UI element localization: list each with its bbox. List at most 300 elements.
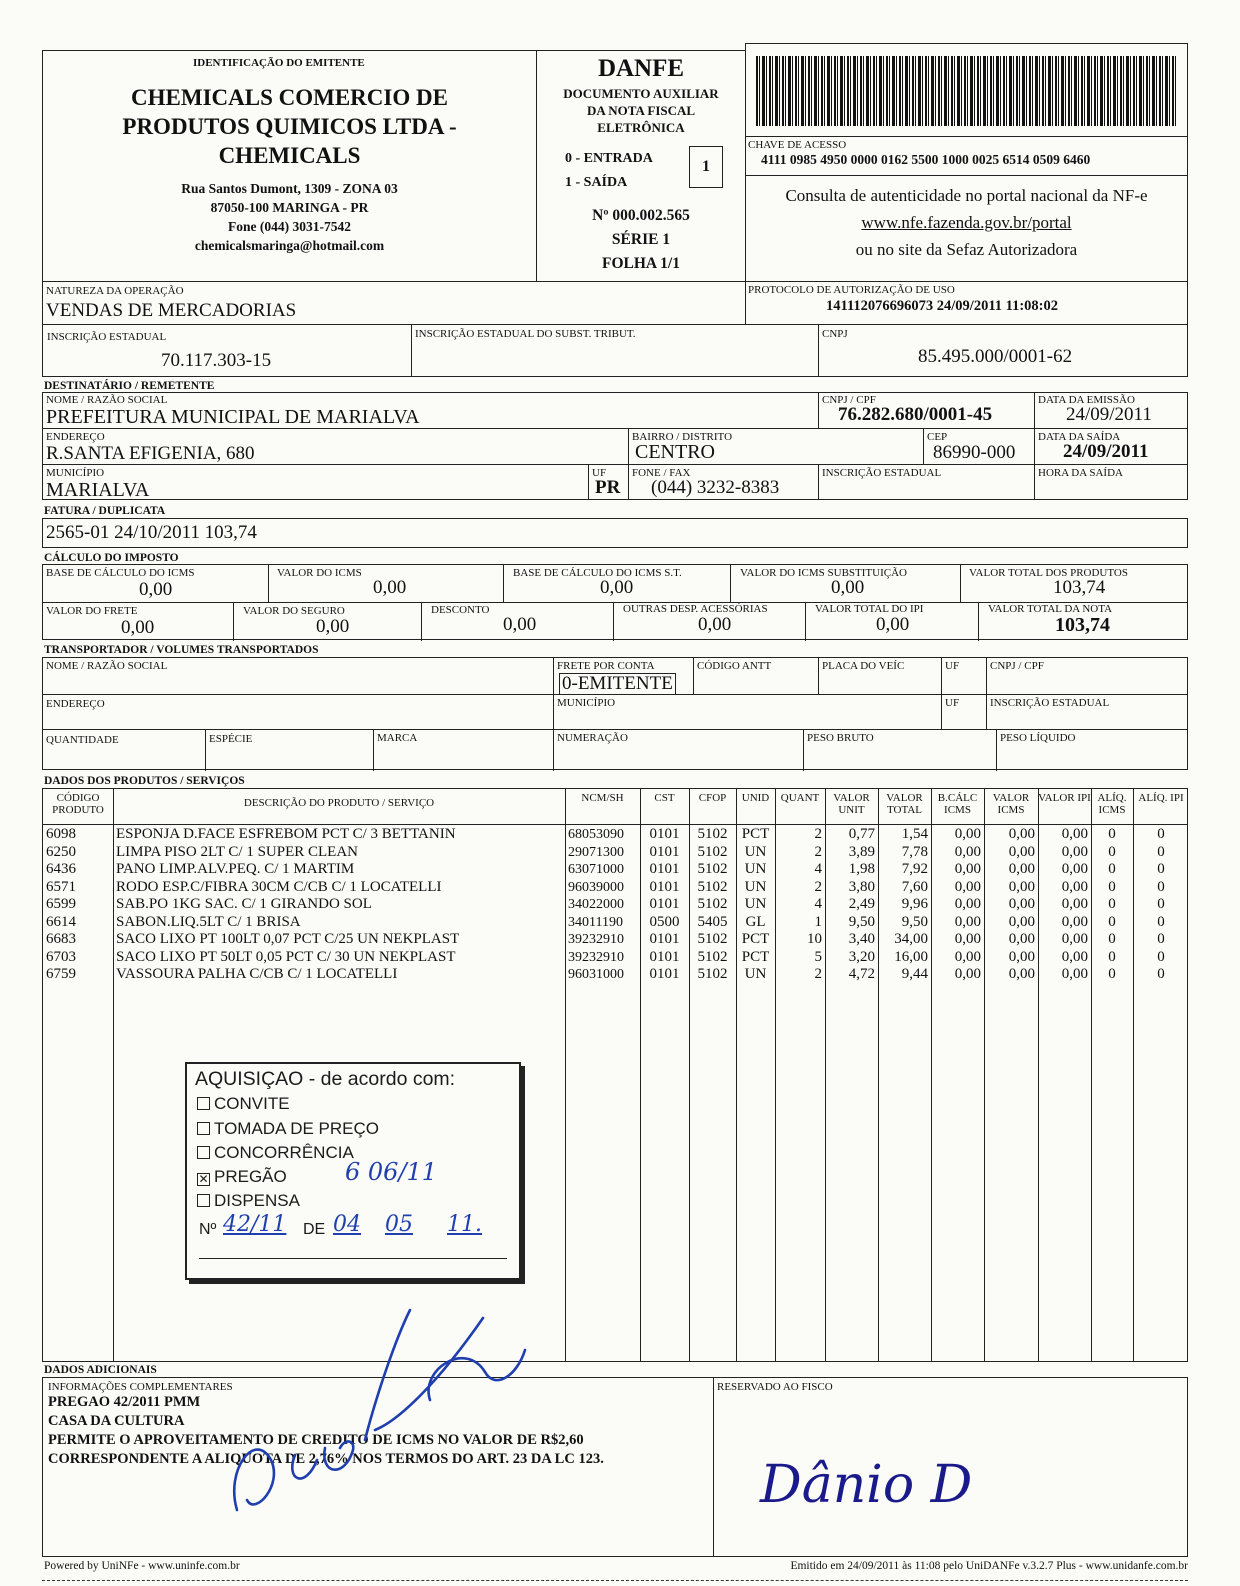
transport-nome-label: NOME / RAZÃO SOCIAL (46, 660, 168, 672)
recipient-bairro-label: BAIRRO / DISTRITO (632, 431, 733, 443)
recipient-bairro-value: CENTRO (635, 441, 715, 463)
base-st-label: BASE DE CÁLCULO DO ICMS S.T. (513, 567, 682, 579)
cell-descricao: ESPONJA D.FACE ESFREBOM PCT C/ 3 BETTANIN (116, 826, 456, 842)
natureza-box (42, 281, 746, 325)
cell-bcalc-icms: 0,00 (954, 843, 981, 860)
cell-bcalc-icms: 0,00 (954, 896, 981, 912)
header-valor-unit: VALOR UNIT (833, 792, 870, 816)
chave-value: 4111 0985 4950 0000 0162 5500 1000 0025 6514 0509 6460 (761, 152, 1091, 167)
emitter-name-line-1: CHEMICALS COMERCIO DE (131, 85, 448, 110)
stamp-numero: 42/11 (223, 1212, 287, 1237)
header-valor-total: VALOR TOTAL (886, 792, 923, 816)
cell-valor-unit: 2,49 (848, 896, 875, 912)
consulta-line-3: ou no site da Sefaz Autorizadora (855, 240, 1078, 259)
taxes-box (42, 564, 1188, 640)
cell-descricao: SABON.LIQ.5LT C/ 1 BRISA (116, 913, 301, 930)
cell-aliq-ipi: 0 (1157, 878, 1165, 895)
products-section-label: DADOS DOS PRODUTOS / SERVIÇOS (44, 775, 245, 787)
access-box (745, 43, 1188, 282)
cell-quant: 2 (814, 878, 822, 895)
cell-quant: 4 (814, 896, 822, 912)
cell-cst: 0101 (649, 966, 680, 982)
cell-ncm: 63071000 (568, 862, 624, 877)
cell-valor-icms: 0,00 (1008, 913, 1035, 930)
emitter-address: Rua Santos Dumont, 1309 - ZONA 03 (181, 181, 398, 196)
cell-valor-unit: 0,77 (848, 826, 875, 842)
cell-aliq-icms: 0 (1108, 861, 1116, 877)
cell-unid: UN (744, 843, 767, 860)
recipient-uf-label: UF (592, 467, 607, 479)
recipient-nome-label: NOME / RAZÃO SOCIAL (46, 394, 168, 406)
cell-unid: GL (745, 913, 766, 930)
table-row (43, 826, 1187, 844)
checkbox-icon (197, 1122, 210, 1135)
valor-icms-value: 0,00 (373, 577, 407, 598)
transport-antt-label: CÓDIGO ANTT (697, 660, 772, 672)
danfe-subtitle-line-2: DA NOTA FISCAL (586, 103, 696, 118)
recipient-emissao-label: DATA DA EMISSÃO (1038, 394, 1135, 406)
nfe-portal-link[interactable]: www.nfe.fazenda.gov.br/portal (861, 213, 1072, 232)
danfe-numero: Nº 000.002.565 (592, 207, 690, 224)
recipient-nome-value: PREFEITURA MUNICIPAL DE MARIALVA (46, 406, 420, 428)
cell-aliq-icms: 0 (1108, 843, 1116, 860)
ie-row (42, 324, 1188, 377)
stamp-option-label: DISPENSA (214, 1191, 300, 1210)
cell-valor-icms: 0,00 (1008, 931, 1035, 947)
cell-valor-unit: 3,80 (848, 878, 875, 895)
danfe-serie: SÉRIE 1 (611, 231, 671, 248)
cell-unid: UN (744, 896, 767, 912)
total-nota-value: 103,74 (1055, 614, 1110, 636)
stamp-option-label: PREGÃO (214, 1167, 287, 1186)
barcode (756, 56, 1176, 126)
cell-valor-total: 7,60 (901, 878, 928, 895)
cell-valor-unit: 9,50 (848, 913, 875, 930)
valor-st-label: VALOR DO ICMS SUBSTITUIÇÃO (740, 567, 907, 579)
cell-valor-icms: 0,00 (1008, 878, 1035, 895)
emitter-name-line-3: CHEMICALS (218, 143, 361, 168)
footer-left: Powered by UniNFe - www.uninfe.com.br (44, 1560, 240, 1572)
cell-aliq-ipi: 0 (1157, 861, 1165, 877)
cell-valor-ipi: 0,00 (1061, 843, 1088, 860)
checkbox-icon (197, 1097, 210, 1110)
transport-endereco-label: ENDEREÇO (46, 698, 105, 710)
table-row (43, 896, 1187, 914)
base-icms-value: 0,00 (139, 579, 173, 600)
cell-unid: PCT (741, 931, 770, 947)
header-cfop: CFOP (698, 792, 727, 804)
cell-quant: 5 (814, 948, 822, 965)
cell-valor-unit: 3,89 (848, 843, 875, 860)
cell-valor-total: 9,96 (901, 896, 928, 912)
cell-bcalc-icms: 0,00 (954, 913, 981, 930)
cell-descricao: PANO LIMP.ALV.PEQ. C/ 1 MARTIM (116, 861, 355, 877)
cell-valor-total: 16,00 (894, 948, 928, 965)
cell-ncm: 96039000 (568, 879, 624, 895)
cell-descricao: RODO ESP.C/FIBRA 30CM C/CB C/ 1 LOCATELLI (116, 878, 442, 895)
cell-cst: 0101 (649, 878, 680, 895)
total-produtos-label: VALOR TOTAL DOS PRODUTOS (969, 567, 1128, 579)
emitter-section-label: IDENTIFICAÇÃO DO EMITENTE (193, 57, 365, 69)
valor-icms-label: VALOR DO ICMS (277, 567, 362, 579)
cell-descricao: SAB.PO 1KG SAC. C/ 1 GIRANDO SOL (116, 896, 372, 912)
header-aliq-icms: ALÍQ. ICMS (1097, 792, 1127, 816)
consulta-line-1: Consulta de autenticidade no portal nacional da NF-e (785, 186, 1148, 205)
stamp-date-month: 05 (385, 1212, 413, 1237)
cell-valor-total: 1,54 (901, 826, 928, 842)
cell-codigo: 6599 (46, 896, 76, 912)
frete-label: VALOR DO FRETE (46, 605, 138, 617)
transport-liquido-label: PESO LÍQUIDO (1000, 732, 1076, 744)
danfe-title: DANFE (597, 55, 685, 82)
transport-municipio-label: MUNICÍPIO (557, 697, 616, 709)
cell-codigo: 6098 (46, 826, 76, 842)
header-valor-ipi: VALOR IPI (1038, 792, 1091, 804)
danfe-folha: FOLHA 1/1 (602, 255, 680, 272)
recipient-hora-label: HORA DA SAÍDA (1038, 467, 1123, 479)
total-nota-label: VALOR TOTAL DA NOTA (988, 603, 1113, 615)
stamp-option-pregao (197, 1167, 287, 1187)
emitter-contact (43, 179, 536, 255)
transport-numeracao-label: NUMERAÇÃO (557, 732, 628, 744)
transport-quantidade-label: QUANTIDADE (46, 734, 119, 746)
additional-box (42, 1377, 1188, 1557)
natureza-value: VENDAS DE MERCADORIAS (46, 300, 297, 321)
cell-cfop: 5102 (697, 861, 728, 877)
consulta-text (746, 182, 1187, 263)
cell-cst: 0500 (649, 913, 680, 930)
recipient-ie-label: INSCRIÇÃO ESTADUAL (822, 467, 942, 479)
cell-valor-total: 9,50 (901, 913, 928, 930)
cell-bcalc-icms: 0,00 (954, 878, 981, 895)
protocolo-value: 141112076696073 24/09/2011 11:08:02 (826, 298, 1059, 314)
cell-cfop: 5102 (697, 896, 728, 912)
danfe-entrada: 0 - ENTRADA (565, 151, 653, 166)
info-line-4: CORRESPONDENTE A ALIQUOTA DE 2,76% NOS TERMOS DO ART. 23 DA LC 123. (48, 1451, 604, 1467)
recipient-cnpj-value: 76.282.680/0001-45 (838, 404, 993, 425)
header-aliq-ipi: ALÍQ. IPI (1138, 792, 1184, 804)
cell-valor-ipi: 0,00 (1061, 931, 1088, 947)
desconto-value: 0,00 (503, 614, 537, 635)
recipient-fone-label: FONE / FAX (632, 467, 691, 479)
cell-quant: 1 (814, 913, 822, 930)
cell-unid: UN (744, 878, 767, 895)
cell-valor-total: 9,44 (901, 966, 928, 982)
cell-valor-icms: 0,00 (1008, 826, 1035, 842)
cell-codigo: 6614 (46, 913, 76, 930)
cell-valor-ipi: 0,00 (1061, 966, 1088, 982)
cell-valor-icms: 0,00 (1008, 861, 1035, 877)
cell-unid: PCT (741, 948, 770, 965)
frete-value: 0,00 (121, 617, 155, 638)
table-row (43, 914, 1187, 932)
fatura-value: 2565-01 24/10/2011 103,74 (46, 522, 257, 543)
header-codigo: CÓDIGO PRODUTO (52, 792, 104, 816)
transport-cnpj-label: CNPJ / CPF (990, 660, 1044, 672)
taxes-section-label: CÁLCULO DO IMPOSTO (44, 552, 179, 564)
cell-codigo: 6436 (46, 861, 76, 877)
stamp-numero-prefix: Nº (199, 1221, 217, 1238)
cell-valor-ipi: 0,00 (1061, 878, 1088, 895)
cell-aliq-ipi: 0 (1157, 948, 1165, 965)
protocolo-label: PROTOCOLO DE AUTORIZAÇÃO DE USO (748, 284, 955, 296)
cell-unid: PCT (741, 826, 770, 842)
recipient-endereco-label: ENDEREÇO (46, 431, 105, 443)
recipient-municipio-label: MUNICÍPIO (46, 467, 105, 479)
cell-cfop: 5102 (697, 826, 728, 842)
cell-aliq-ipi: 0 (1157, 896, 1165, 912)
total-produtos-value: 103,74 (1053, 577, 1106, 598)
stamp-option-label: CONVITE (214, 1094, 290, 1113)
stamp-pregao-number: 6 06/11 (345, 1158, 438, 1186)
cell-bcalc-icms: 0,00 (954, 948, 981, 965)
emitter-name-line-2: PRODUTOS QUIMICOS LTDA - (122, 114, 457, 139)
recipient-municipio-value: MARIALVA (46, 479, 150, 501)
stamp-option-tomada (197, 1119, 379, 1139)
ipi-label: VALOR TOTAL DO IPI (815, 603, 924, 615)
cnpj-label: CNPJ (822, 328, 848, 340)
cell-quant: 2 (814, 826, 822, 842)
stamp-option-label: CONCORRÊNCIA (214, 1143, 354, 1162)
cell-codigo: 6759 (46, 966, 76, 982)
cell-aliq-icms: 0 (1108, 913, 1116, 930)
danfe-tipo-box: 1 (689, 146, 723, 188)
info-line-1: PREGAO 42/2011 PMM (48, 1394, 201, 1410)
cell-aliq-icms: 0 (1108, 878, 1116, 895)
stamp-de-label: DE (303, 1221, 326, 1238)
cell-valor-icms: 0,00 (1008, 948, 1035, 965)
cell-cst: 0101 (649, 861, 680, 877)
header-cst: CST (654, 792, 675, 804)
cell-ncm: 29071300 (568, 844, 624, 860)
header-unid: UNID (741, 792, 770, 804)
recipient-cep-label: CEP (927, 431, 948, 443)
recipient-saida-value: 24/09/2011 (1063, 441, 1149, 462)
seguro-label: VALOR DO SEGURO (243, 605, 345, 617)
cell-valor-unit: 1,98 (848, 861, 875, 877)
valor-st-value: 0,00 (831, 577, 865, 598)
cell-valor-icms: 0,00 (1008, 896, 1035, 912)
info-line-3: PERMITE O APROVEITAMENTO DE CREDITO DE ICMS NO VALOR DE R$2,60 (48, 1432, 584, 1448)
cell-cfop: 5102 (697, 966, 728, 982)
cell-cst: 0101 (649, 843, 680, 860)
transport-frete-value: 0-EMITENTE (559, 673, 676, 695)
cell-codigo: 6250 (46, 843, 76, 860)
header-descricao: DESCRIÇÃO DO PRODUTO / SERVIÇO (243, 797, 435, 809)
cell-quant: 2 (814, 843, 822, 860)
cell-aliq-icms: 0 (1108, 826, 1116, 842)
cell-aliq-ipi: 0 (1157, 843, 1165, 860)
cell-valor-total: 34,00 (894, 931, 928, 947)
danfe-subtitle (537, 85, 745, 136)
emitter-city: 87050-100 MARINGA - PR (210, 200, 369, 215)
info-line-2: CASA DA CULTURA (48, 1413, 185, 1429)
fatura-box (42, 518, 1188, 548)
cut-line (42, 1580, 1188, 1581)
outras-label: OUTRAS DESP. ACESSÓRIAS (623, 603, 768, 615)
transport-ie-label: INSCRIÇÃO ESTADUAL (990, 697, 1110, 709)
cell-valor-unit: 4,72 (848, 966, 875, 982)
cell-descricao: SACO LIXO PT 100LT 0,07 PCT C/25 UN NEKPLAST (116, 931, 460, 947)
recipient-uf-value: PR (595, 477, 621, 498)
natureza-label: NATUREZA DA OPERAÇÃO (46, 285, 184, 297)
cell-aliq-ipi: 0 (1157, 966, 1165, 982)
desconto-label: DESCONTO (431, 604, 490, 616)
cell-bcalc-icms: 0,00 (954, 826, 981, 842)
table-row (43, 949, 1187, 967)
cell-unid: UN (744, 966, 767, 982)
recipient-cep-value: 86990-000 (933, 442, 1016, 463)
cell-codigo: 6683 (46, 931, 76, 947)
table-row (43, 931, 1187, 949)
cell-ncm: 34011190 (568, 914, 623, 930)
cell-cfop: 5102 (697, 843, 728, 860)
cell-valor-ipi: 0,00 (1061, 826, 1088, 842)
cell-aliq-ipi: 0 (1157, 913, 1165, 930)
fisco-label: RESERVADO AO FISCO (717, 1381, 833, 1393)
ipi-value: 0,00 (876, 614, 910, 635)
header-quant: QUANT (780, 792, 820, 804)
cell-valor-ipi: 0,00 (1061, 896, 1088, 912)
cell-codigo: 6571 (46, 878, 76, 895)
table-row (43, 861, 1187, 879)
cell-valor-unit: 3,40 (848, 931, 875, 947)
footer-right: Emitido em 24/09/2011 às 11:08 pelo UniDANFe v.3.2.7 Plus - www.unidanfe.com.br (790, 1560, 1188, 1572)
stamp-option-dispensa (197, 1191, 300, 1211)
cell-ncm: 68053090 (568, 827, 624, 842)
acquisition-stamp (185, 1062, 525, 1284)
cell-valor-unit: 3,20 (848, 948, 875, 965)
cell-cst: 0101 (649, 931, 680, 947)
cell-valor-ipi: 0,00 (1061, 948, 1088, 965)
base-icms-label: BASE DE CÁLCULO DO ICMS (46, 567, 195, 579)
cell-aliq-icms: 0 (1108, 931, 1116, 947)
header-valor-icms: VALOR ICMS (992, 792, 1030, 816)
cell-valor-icms: 0,00 (1008, 843, 1035, 860)
cell-aliq-ipi: 0 (1157, 931, 1165, 947)
cell-bcalc-icms: 0,00 (954, 931, 981, 947)
cell-cfop: 5102 (697, 931, 728, 947)
transport-placa-label: PLACA DO VEÍC (822, 660, 905, 672)
cell-bcalc-icms: 0,00 (954, 966, 981, 982)
emitter-phone: Fone (044) 3031-7542 (228, 219, 351, 234)
stamp-option-concorrencia (197, 1143, 354, 1163)
cell-descricao: VASSOURA PALHA C/CB C/ 1 LOCATELLI (116, 966, 398, 982)
transport-uf-label: UF (945, 660, 960, 672)
cell-ncm: 39232910 (568, 932, 624, 947)
emitter-box (42, 50, 537, 282)
header-ncm: NCM/SH (581, 792, 624, 804)
fatura-section-label: FATURA / DUPLICATA (44, 505, 166, 517)
recipient-saida-label: DATA DA SAÍDA (1038, 431, 1121, 443)
stamp-option-convite (197, 1094, 290, 1114)
cell-aliq-icms: 0 (1108, 896, 1116, 912)
cell-aliq-icms: 0 (1108, 966, 1116, 982)
stamp-date-day: 04 (333, 1212, 361, 1237)
cell-cfop: 5405 (697, 913, 728, 930)
cell-cfop: 5102 (697, 948, 728, 965)
table-row (43, 966, 1187, 984)
cell-valor-icms: 0,00 (1008, 966, 1035, 982)
ie-st-label: INSCRIÇÃO ESTADUAL DO SUBST. TRIBUT. (415, 328, 636, 340)
transport-section-label: TRANSPORTADOR / VOLUMES TRANSPORTADOS (44, 644, 319, 656)
cell-bcalc-icms: 0,00 (954, 861, 981, 877)
cell-descricao: LIMPA PISO 2LT C/ 1 SUPER CLEAN (116, 843, 359, 860)
cell-quant: 4 (814, 861, 822, 877)
cell-ncm: 39232910 (568, 949, 624, 965)
danfe-box (536, 50, 746, 282)
base-st-value: 0,00 (600, 577, 634, 598)
danfe-subtitle-line-3: ELETRÔNICA (597, 120, 685, 135)
cell-valor-total: 7,92 (901, 861, 928, 877)
cell-quant: 2 (814, 966, 822, 982)
cell-ncm: 34022000 (568, 897, 624, 912)
cell-codigo: 6703 (46, 948, 76, 965)
cell-aliq-icms: 0 (1108, 948, 1116, 965)
transport-frete-label: FRETE POR CONTA (557, 660, 655, 672)
info-label: INFORMAÇÕES COMPLEMENTARES (48, 1381, 233, 1393)
recipient-emissao-value: 24/09/2011 (1066, 404, 1152, 425)
transport-especie-label: ESPÉCIE (209, 733, 253, 745)
cell-descricao: SACO LIXO PT 50LT 0,05 PCT C/ 30 UN NEKPLAST (116, 948, 456, 965)
table-row (43, 844, 1187, 862)
cell-unid: UN (744, 861, 767, 877)
chave-label: CHAVE DE ACESSO (748, 139, 847, 151)
additional-section-label: DADOS ADICIONAIS (44, 1364, 157, 1376)
cell-valor-ipi: 0,00 (1061, 913, 1088, 930)
checkbox-icon (197, 1194, 210, 1207)
danfe-subtitle-line-1: DOCUMENTO AUXILIAR (563, 86, 719, 101)
cell-cst: 0101 (649, 826, 680, 842)
recipient-section-label: DESTINATÁRIO / REMETENTE (44, 380, 215, 392)
signature-dani-text: Dânio D (760, 1455, 973, 1515)
recipient-endereco-value: R.SANTA EFIGENIA, 680 (46, 443, 255, 464)
stamp-signature-line (199, 1258, 507, 1259)
cell-valor-ipi: 0,00 (1061, 861, 1088, 877)
header-bcalc-icms: B.CÁLC ICMS (937, 792, 978, 816)
recipient-cnpj-label: CNPJ / CPF (822, 394, 876, 406)
transport-uf2-label: UF (945, 697, 960, 709)
cell-quant: 10 (807, 931, 822, 947)
transport-box (42, 657, 1188, 770)
checked-checkbox-icon: ✕ (198, 1172, 209, 1186)
recipient-fone-value: (044) 3232-8383 (651, 477, 780, 498)
cell-cst: 0101 (649, 896, 680, 912)
emitter-email: chemicalsmaringa@hotmail.com (194, 238, 385, 253)
cell-valor-total: 7,78 (901, 843, 928, 860)
cell-cst: 0101 (649, 948, 680, 965)
emitter-name (43, 83, 536, 170)
stamp-option-label: TOMADA DE PREÇO (214, 1119, 379, 1138)
seguro-value: 0,00 (316, 616, 350, 637)
protocolo-box (745, 281, 1188, 325)
stamp-date-year: 11. (447, 1212, 482, 1237)
cell-ncm: 96031000 (568, 967, 624, 982)
recipient-box (42, 392, 1188, 500)
cell-aliq-ipi: 0 (1157, 826, 1165, 842)
transport-bruto-label: PESO BRUTO (807, 732, 874, 744)
checkbox-icon (197, 1146, 210, 1159)
stamp-title: AQUISIÇAO - de acordo com: (195, 1068, 456, 1090)
ie-value: 70.117.303-15 (161, 350, 272, 371)
table-row (43, 879, 1187, 897)
transport-marca-label: MARCA (377, 732, 418, 744)
cnpj-value: 85.495.000/0001-62 (918, 346, 1073, 367)
ie-label: INSCRIÇÃO ESTADUAL (47, 331, 167, 343)
cell-cfop: 5102 (697, 878, 728, 895)
danfe-saida: 1 - SAÍDA (565, 175, 628, 190)
outras-value: 0,00 (698, 614, 732, 635)
